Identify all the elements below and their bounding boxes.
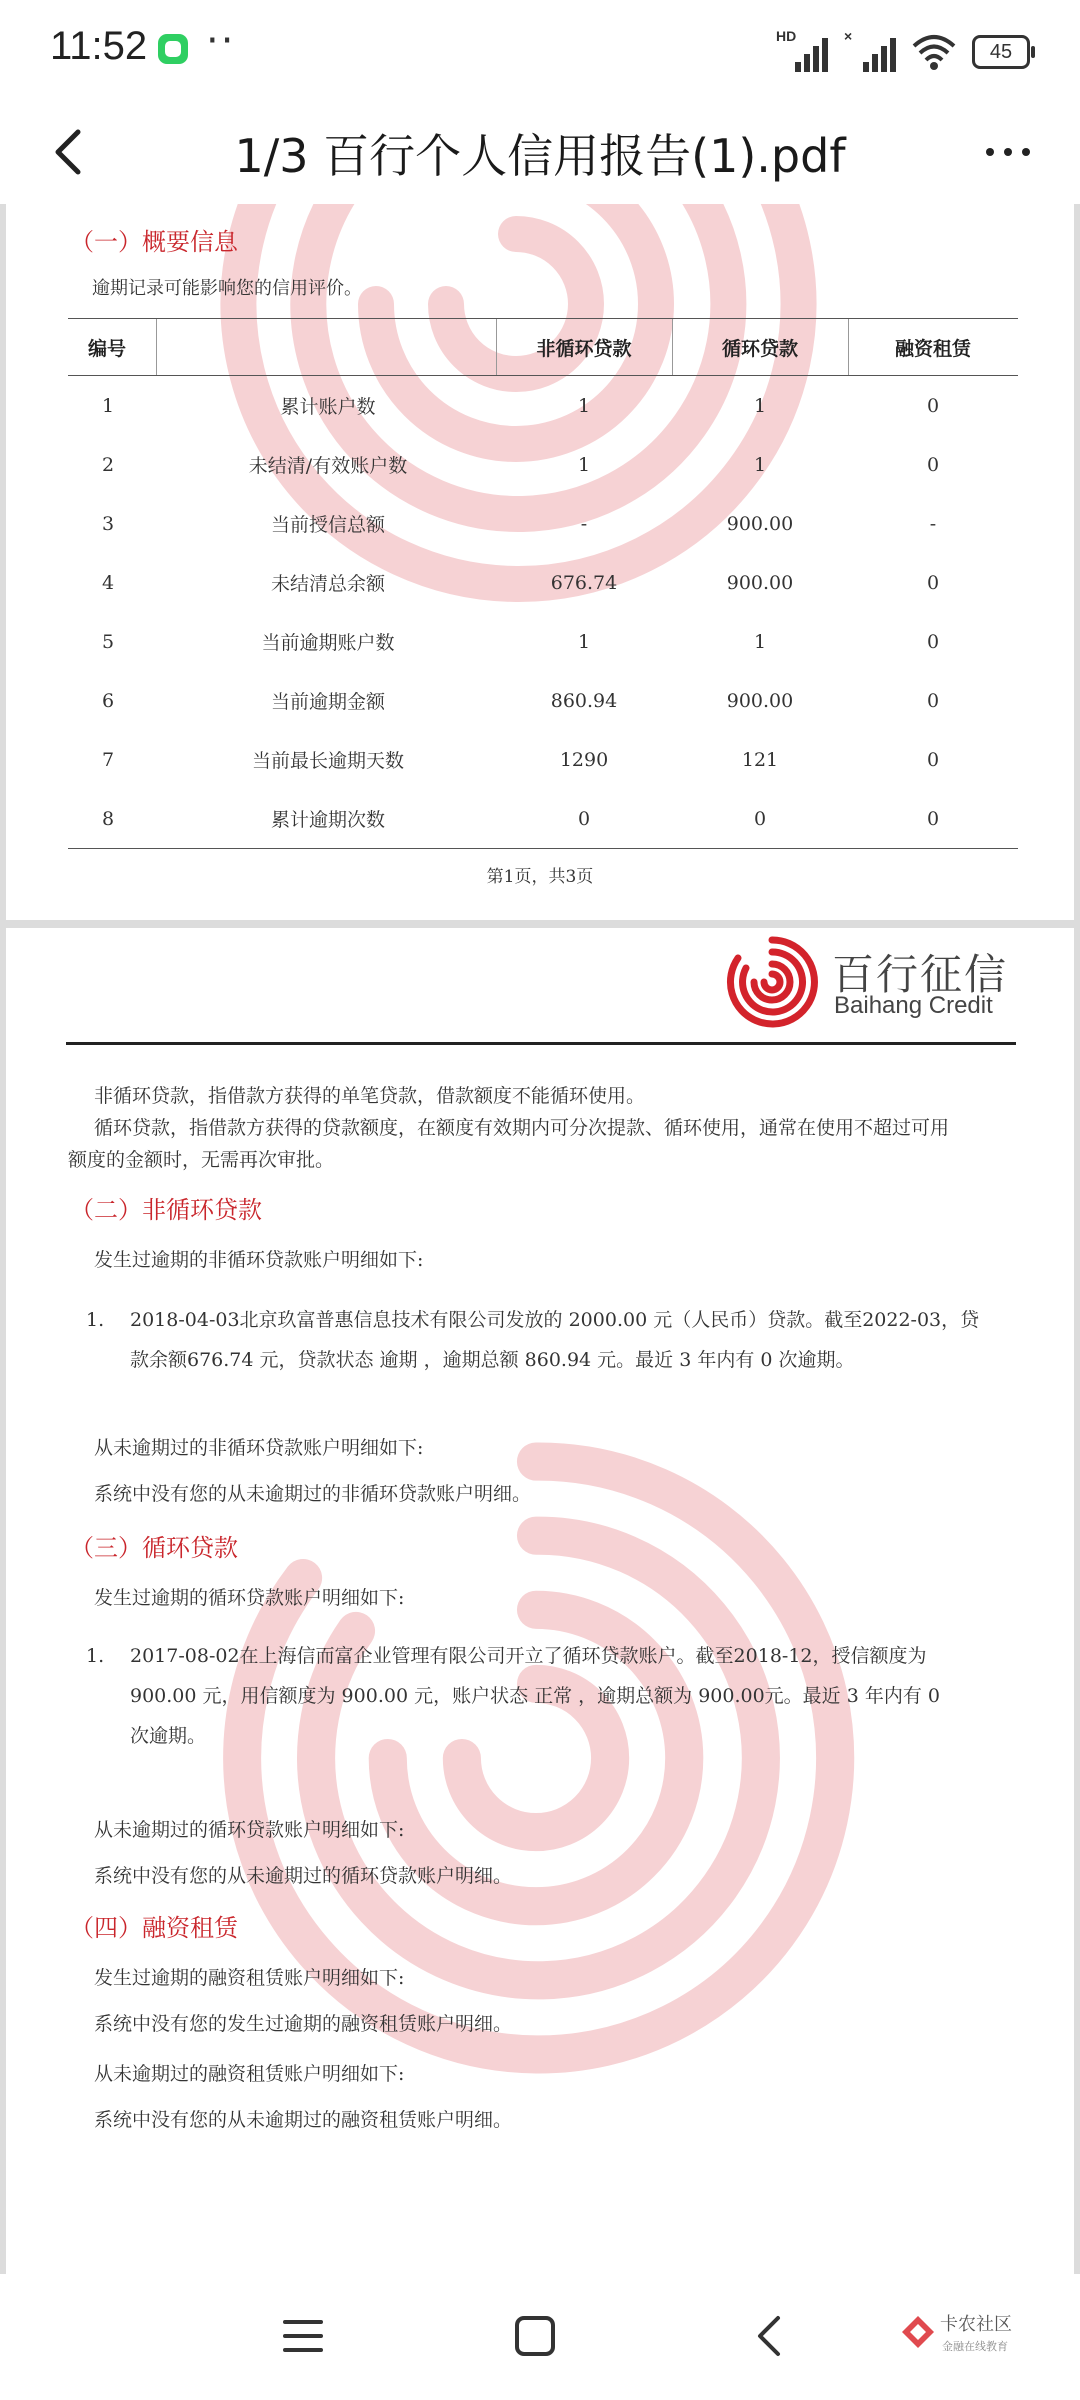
table-cell: 当前授信总额 [270, 514, 385, 536]
menu-icon [281, 2316, 325, 2356]
page-number: 第1页，共3页 [486, 867, 594, 887]
table-cell: 676.74 [550, 571, 618, 594]
pdf-page-1 [6, 204, 1074, 920]
header-cell: 非循环贷款 [536, 337, 632, 360]
table-cell: 5 [101, 630, 115, 653]
leasing-never-text: 系统中没有您的从未逾期过的融资租赁账户明细。 [94, 2109, 513, 2131]
table-cell: 1290 [559, 748, 609, 771]
list-item-number: 1. [86, 1309, 105, 1331]
table-header-row [68, 318, 1018, 376]
table-cell: 2 [101, 453, 115, 476]
header-divider [66, 1042, 1016, 1045]
kanong-subtitle: 金融在线教育 [942, 2340, 1008, 2353]
table-cell: 1 [577, 453, 591, 476]
kanong-watermark [900, 2308, 1040, 2368]
cyclic-never-text: 系统中没有您的从未逾期过的循环贷款账户明细。 [94, 1865, 513, 1887]
more-dot-icon [1004, 148, 1012, 156]
nav-back-icon [748, 2312, 792, 2360]
table-cell: 1 [753, 453, 767, 476]
table-cell: 0 [926, 807, 940, 830]
intro-noncyclic: 非循环贷款，指借款方获得的单笔贷款，借款额度不能循环使用。 [94, 1085, 646, 1107]
battery-icon: 45 [972, 35, 1030, 69]
pdf-page-2 [6, 928, 1074, 2274]
system-nav-bar [0, 2274, 1080, 2400]
table-row [68, 730, 1018, 789]
app-notification-icon [158, 34, 188, 64]
table-cell: 1 [577, 394, 591, 417]
table-cell: 7 [101, 748, 115, 771]
cyclic-overdue-label: 发生过逾期的循环贷款账户明细如下: [94, 1587, 405, 1609]
cyclic-never-label: 从未逾期过的循环贷款账户明细如下: [94, 1819, 405, 1841]
table-cell: 0 [926, 748, 940, 771]
table-cell: 3 [101, 512, 115, 535]
table-cell: 0 [577, 807, 591, 830]
table-cell: 121 [741, 748, 779, 771]
table-row [68, 435, 1018, 494]
table-cell: 900.00 [726, 689, 794, 712]
logo-text-en: Baihang Credit [834, 992, 993, 1019]
table-cell: 未结清/有效账户数 [248, 455, 408, 477]
table-cell: 900.00 [726, 571, 794, 594]
noncyclic-never-text: 系统中没有您的从未逾期过的非循环贷款账户明细。 [94, 1483, 532, 1505]
status-bar [0, 0, 1080, 104]
section-title-summary: （一）概要信息 [70, 228, 238, 256]
header-cell: 编号 [88, 337, 127, 360]
table-cell: 当前逾期金额 [270, 691, 385, 713]
home-square-icon [513, 2314, 557, 2358]
table-cell: 当前最长逾期天数 [251, 750, 404, 772]
table-cell: 6 [101, 689, 115, 712]
kanong-name: 卡农社区 [940, 2314, 1012, 2335]
table-row [68, 376, 1018, 435]
table-cell: 1 [753, 394, 767, 417]
table-row [68, 612, 1018, 671]
list-item-number: 1. [86, 1645, 105, 1667]
summary-table [68, 318, 1018, 849]
cyclic-item-line3: 次逾期。 [130, 1725, 207, 1747]
table-cell: - [580, 512, 588, 535]
noncyclic-never-label: 从未逾期过的非循环贷款账户明细如下: [94, 1437, 424, 1459]
table-cell: 1 [577, 630, 591, 653]
logo-text-cn: 百行征信 [832, 950, 1009, 999]
table-cell: 累计逾期次数 [270, 809, 385, 831]
table-cell: 8 [101, 807, 115, 830]
leasing-overdue-label: 发生过逾期的融资租赁账户明细如下: [94, 1967, 405, 1989]
wifi-icon [912, 32, 956, 72]
header-cell: 融资租赁 [894, 337, 971, 360]
intro-cyclic-line1: 循环贷款，指借款方获得的贷款额度，在额度有效期内可分次提款、循环使用，通常在使用不超过可用 [94, 1117, 950, 1139]
signal-nodata-icon: × [844, 32, 896, 72]
noncyclic-item-line1: 2018-04-03北京玖富普惠信息技术有限公司发放的 2000.00 元（人民币）贷款。截至2022-03，贷 [130, 1309, 980, 1331]
home-button[interactable] [500, 2304, 570, 2368]
recent-apps-button[interactable] [268, 2304, 338, 2368]
overdue-note: 逾期记录可能影响您的信用评价。 [92, 278, 362, 299]
document-title: 1/3 百行个人信用报告(1).pdf [234, 129, 846, 183]
table-cell: 未结清总余额 [270, 573, 385, 595]
table-cell: 1 [101, 394, 115, 417]
signal-hd-icon: HD [776, 32, 828, 72]
leasing-never-label: 从未逾期过的融资租赁账户明细如下: [94, 2063, 405, 2085]
table-cell: 0 [926, 689, 940, 712]
nav-back-button[interactable] [735, 2304, 805, 2368]
header-cell: 循环贷款 [721, 337, 798, 360]
back-arrow-icon [40, 120, 104, 184]
status-time: 11:52 [50, 24, 148, 68]
more-dot-icon [1022, 148, 1030, 156]
baihang-logo [724, 934, 1014, 1034]
table-cell: 0 [753, 807, 767, 830]
table-cell: 0 [926, 571, 940, 594]
table-cell: 900.00 [726, 512, 794, 535]
table-cell: 4 [101, 571, 115, 594]
table-row [68, 494, 1018, 553]
table-cell: - [929, 512, 937, 535]
more-dot-icon [986, 148, 994, 156]
app-header [0, 104, 1080, 204]
cyclic-item-line1: 2017-08-02在上海信而富企业管理有限公司开立了循环贷款账户。截至2018-12，授信额度为 [130, 1645, 927, 1667]
table-cell: 0 [926, 453, 940, 476]
back-button[interactable] [40, 120, 104, 184]
leasing-overdue-text: 系统中没有您的发生过逾期的融资租赁账户明细。 [94, 2013, 513, 2035]
more-options-button[interactable] [972, 120, 1044, 184]
more-notifications-icon: ·· [206, 18, 236, 64]
table-cell: 0 [926, 630, 940, 653]
table-row [68, 553, 1018, 612]
noncyclic-overdue-label: 发生过逾期的非循环贷款账户明细如下: [94, 1249, 424, 1271]
table-cell: 1 [753, 630, 767, 653]
table-cell: 累计账户数 [280, 396, 376, 418]
baihang-logo-icon [724, 934, 820, 1030]
pdf-viewer[interactable] [0, 204, 1080, 2274]
kanong-logo-icon [900, 2314, 936, 2350]
table-cell: 860.94 [550, 689, 618, 712]
header-cell [160, 319, 496, 375]
intro-cyclic-line2: 额度的金额时，无需再次审批。 [68, 1149, 335, 1171]
section-title-noncyclic: （二）非循环贷款 [70, 1196, 262, 1224]
table-cell: 0 [926, 394, 940, 417]
table-cell: 当前逾期账户数 [261, 632, 395, 654]
table-row [68, 789, 1018, 849]
cyclic-item-line2: 900.00 元，用信额度为 900.00 元，账户状态 正常 ，逾期总额为 900.00元。最近 3 年内有 0 [130, 1685, 940, 1707]
section-title-leasing: （四）融资租赁 [70, 1914, 238, 1942]
table-row [68, 671, 1018, 730]
noncyclic-item-line2: 款余额676.74 元，贷款状态 逾期 ，逾期总额 860.94 元。最近 3 年内有 0 次逾期。 [130, 1349, 855, 1371]
section-title-cyclic: （三）循环贷款 [70, 1534, 238, 1562]
